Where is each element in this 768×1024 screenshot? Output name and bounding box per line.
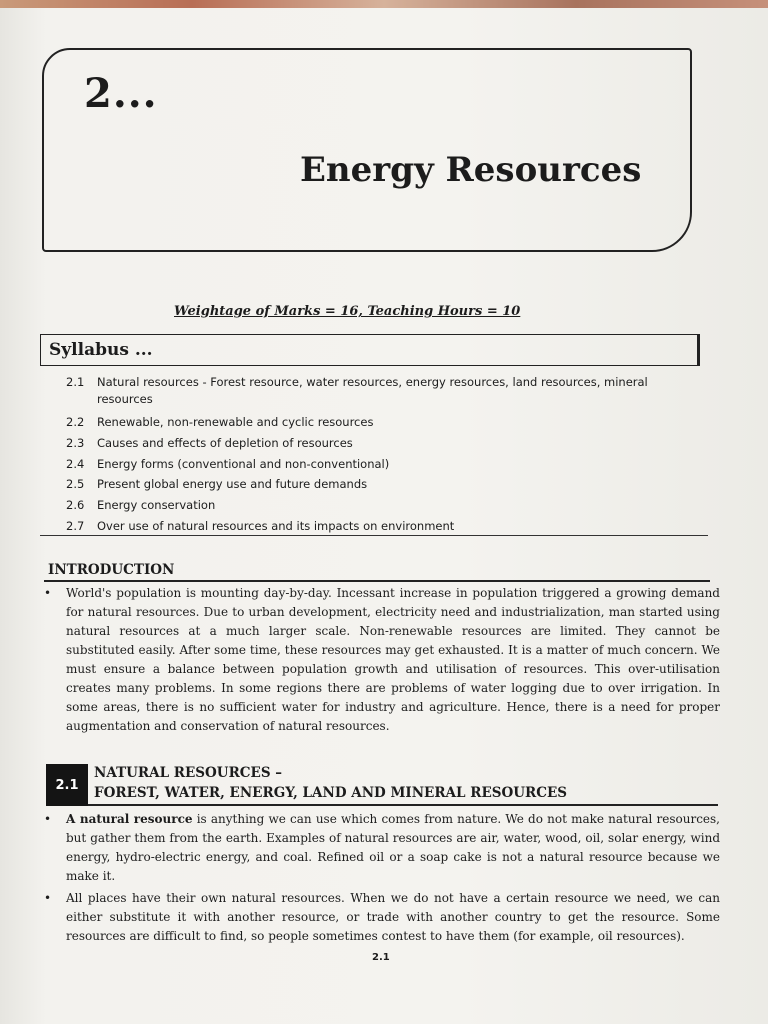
chapter-title: Energy Resources xyxy=(300,150,642,190)
syllabus-item xyxy=(66,474,706,495)
syllabus-item-text: Renewable, non-renewable and cyclic resources xyxy=(97,415,374,429)
introduction-paragraph xyxy=(44,584,720,736)
syllabus-item-text: Energy forms (conventional and non-conventional) xyxy=(97,456,390,471)
weightage-line: Weightage of Marks = 16, Teaching Hours = 10 xyxy=(174,304,521,319)
page-top-edge xyxy=(0,0,768,8)
natural-resource-term: A natural resource xyxy=(66,812,193,826)
section-number-badge: 2.1 xyxy=(46,764,88,806)
page-number: 2.1 xyxy=(372,952,390,963)
bullet-icon: • xyxy=(44,891,52,905)
syllabus-item-number: 2.2 xyxy=(66,415,85,429)
syllabus-item xyxy=(66,495,706,516)
resource-places-paragraph xyxy=(44,889,720,946)
introduction-text: World's population is mounting day-by-day. Incessant increase in population triggered a growing demand for natural resources. Due to urban development, electricity need and industrialization, man started using natural resources at a much larger scale. Non-renewable resources are limited. They cannot be substituted easily. After some time, these resources may get exhausted. It is a matter of much concern. We must ensure a balance between population growth and utilisation of resources. This over-utilisation creates many problems. In some regions there are problems of water logging due to over irrigation. In some areas, there is no sufficient water for industry and agriculture. Hence, there is a need for proper augmentation and conservation of natural resources. xyxy=(66,586,720,733)
syllabus-title: Syllabus ... xyxy=(49,340,153,360)
section-divider xyxy=(88,804,718,806)
section-title-line1: NATURAL RESOURCES – xyxy=(94,765,283,781)
syllabus-item-number: 2.5 xyxy=(66,477,85,492)
natural-resource-text xyxy=(66,810,720,886)
syllabus-item-number: 2.4 xyxy=(66,456,85,471)
syllabus-item-text: Natural resources - Forest resource, water resources, energy resources, land resources, mineral resources xyxy=(97,375,648,406)
bullet-icon: • xyxy=(44,586,52,600)
syllabus-item xyxy=(66,374,706,408)
syllabus-item-text: Causes and effects of depletion of resources xyxy=(97,435,353,450)
section-title-line2: FOREST, WATER, ENERGY, LAND AND MINERAL RESOURCES xyxy=(94,785,568,801)
syllabus-item xyxy=(66,412,706,433)
syllabus-item-number: 2.1 xyxy=(66,375,85,389)
syllabus-item xyxy=(66,516,706,537)
chapter-number: 2... xyxy=(84,70,158,117)
syllabus-item-text: Over use of natural resources and its impacts on environment xyxy=(97,518,455,533)
syllabus-divider xyxy=(40,535,708,536)
syllabus-item xyxy=(66,454,706,475)
syllabus-header-box xyxy=(40,334,700,366)
introduction-heading: INTRODUCTION xyxy=(48,562,175,578)
syllabus-item-number: 2.7 xyxy=(66,518,85,533)
bullet-icon: • xyxy=(44,812,52,826)
syllabus-item-number: 2.3 xyxy=(66,435,85,450)
introduction-divider xyxy=(44,580,710,582)
natural-resource-definition: is anything we can use which comes from nature. We do not make natural resources, but gather them from the earth. Examples of natural resources are air, water, wood, oil, solar energy, wind energy, hydro-electric energy, and coal. Refined oil or a soap cake is not a natural resource because we make it. xyxy=(66,812,720,883)
syllabus-item xyxy=(66,433,706,454)
syllabus-item-text: Present global energy use and future demands xyxy=(97,477,368,492)
syllabus-item-number: 2.6 xyxy=(66,498,85,513)
resource-places-text: All places have their own natural resources. When we do not have a certain resource we need, we can either substitute it with another resource, or trade with another country to get the resource. Some resources are difficult to find, so people sometimes contest to have them (for example, oil resources). xyxy=(66,891,720,943)
syllabus-list xyxy=(66,374,706,537)
syllabus-item-text: Energy conservation xyxy=(97,498,216,513)
natural-resource-paragraph xyxy=(44,810,720,886)
